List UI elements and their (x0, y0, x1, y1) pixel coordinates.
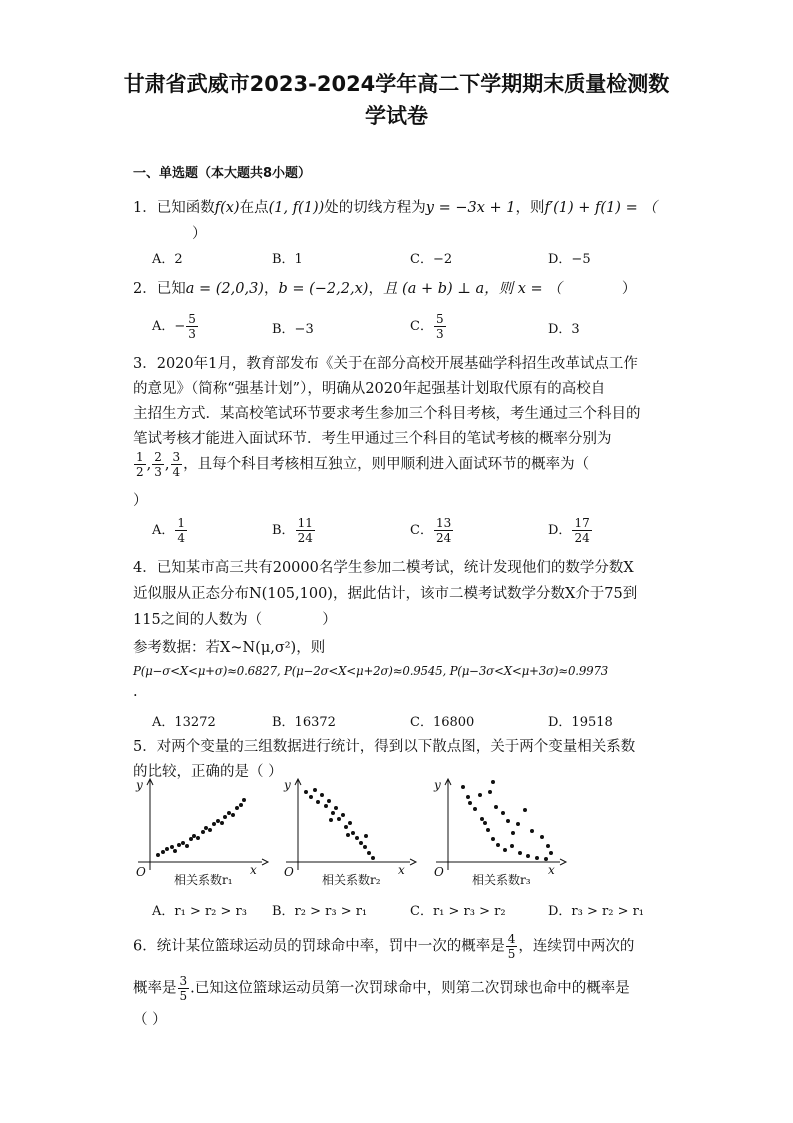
origin-label-3: O (434, 865, 444, 879)
q3-frac-2-den: 3 (154, 465, 162, 479)
q2-option-a-num: 5 (188, 312, 196, 326)
q1-fx: f(x) (214, 200, 240, 216)
q4-formula: P(μ−σ<X<μ+σ)≈0.6827, P(μ−2σ<X<μ+2σ)≈0.9545, P(μ−3σ<X<μ+3σ)≈0.9973 (133, 664, 609, 678)
q2-option-c-num: 5 (435, 312, 444, 326)
scatter-point (501, 811, 505, 815)
scatter-point (348, 821, 352, 825)
q1-option-d: D．−5 (548, 252, 591, 267)
q3-close: ） (133, 493, 148, 509)
scatter-point (468, 801, 472, 805)
q3-frac-3-num: 3 (172, 450, 181, 464)
q1-tangent: y = −3x + 1 (425, 200, 516, 216)
scatter-point (324, 804, 328, 808)
x-axis-label-3: x (548, 863, 555, 877)
scatter-point (486, 828, 490, 832)
scatter-point (170, 845, 174, 849)
scatter-point (212, 822, 216, 826)
q6-frac-2-num: 3 (179, 974, 188, 988)
q3-option-b-fraction (296, 516, 315, 545)
scatter-point (483, 821, 487, 825)
q2-option-c (410, 312, 447, 341)
q5-option-c: C．r₁ > r₃ > r₂ (410, 904, 506, 919)
scatter-point (227, 811, 231, 815)
x-axis-arrow-1 (262, 859, 268, 865)
q3-option-c-num: 13 (435, 516, 452, 530)
q4-reference: 参考数据：若X~N(μ,σ²)，则 (133, 640, 326, 656)
q2-vector-a: a = (2,0,3) (185, 281, 264, 297)
scatter-point (511, 831, 515, 835)
plot-caption-2: 相关系数r₂ (322, 873, 381, 887)
scatter-point (371, 856, 375, 860)
q2-option-c-fraction (434, 312, 446, 341)
q5-option-d: D．r₃ > r₂ > r₁ (548, 904, 645, 919)
scatter-point (216, 819, 220, 823)
q3-option-d-den: 24 (574, 531, 590, 545)
title-line-1: 甘肃省武威市2023-2024学年高二下学期期末质量检测数 (123, 72, 670, 96)
q6-line-1-post: ，连续罚中两次的 (518, 938, 635, 955)
q2-option-a (152, 312, 199, 341)
y-axis-label-3: y (434, 778, 441, 792)
scatter-point (235, 806, 239, 810)
scatter-point (165, 847, 169, 851)
scatter-point (177, 843, 181, 847)
scatter-point (364, 834, 368, 838)
q1-mid2: 处的切线方程为 (324, 200, 426, 216)
scatter-point (466, 795, 470, 799)
scatter-point (518, 851, 522, 855)
q3-option-c-den: 24 (435, 531, 452, 545)
scatter-point (242, 798, 246, 802)
q3-line-5-rest: ，且每个科目考核相互独立，则甲顺利进入面试环节的概率为（ (183, 456, 590, 473)
q3-option-c-fraction (434, 516, 453, 545)
q3-option-a-prefix: A． (152, 523, 175, 538)
scatter-point (204, 826, 208, 830)
scatter-point (331, 811, 335, 815)
q6-frac-1-num: 4 (507, 932, 516, 946)
q3-frac-3-den: 4 (172, 465, 181, 479)
scatter-point (523, 808, 527, 812)
scatter-point (367, 851, 371, 855)
title-line-2: 学试卷 (365, 104, 428, 128)
origin-label-1: O (136, 865, 146, 879)
scatter-point (196, 836, 200, 840)
q5-option-b: B．r₂ > r₃ > r₁ (272, 904, 368, 919)
scatter-point (473, 807, 477, 811)
q1-mid3: ，则 (515, 200, 545, 216)
q3-option-c-prefix: C． (410, 523, 433, 538)
q3-option-b (272, 516, 316, 545)
scatter-point (488, 790, 492, 794)
scatter-point (161, 850, 165, 854)
q1-option-c: C．−2 (410, 252, 453, 267)
q2-option-c-den: 3 (435, 327, 444, 341)
x-axis-arrow-2 (410, 859, 416, 865)
plot-caption-3: 相关系数r₃ (472, 873, 531, 887)
q3-frac-1 (134, 450, 146, 479)
section-heading: 一、单选题（本大题共8小题） (133, 166, 312, 181)
q6-line-3: （ ） (133, 1012, 167, 1028)
scatter-point (478, 793, 482, 797)
scatter-point (220, 821, 224, 825)
scatter-point (544, 857, 548, 861)
q6-frac-2-den: 5 (179, 989, 188, 1003)
q3-line-4: 笔试考核才能进入面试环节．考生甲通过三个科目的笔试考核的概率分别为 (133, 431, 612, 447)
q3-option-b-den: 24 (297, 531, 313, 545)
q3-option-a-fraction (175, 516, 187, 545)
scatter-point (344, 825, 348, 829)
q3-option-b-num: 11 (297, 516, 313, 530)
scatter-point (201, 830, 205, 834)
plot-caption-1: 相关系数r₁ (174, 873, 233, 887)
scatter-point (549, 851, 553, 855)
q2-option-a-prefix: A．− (152, 319, 186, 334)
q3-option-a (152, 516, 188, 545)
q4-line-3-close: ） (322, 612, 337, 628)
y-axis-label-1: y (136, 778, 143, 792)
y-axis-label-2: y (284, 778, 291, 792)
x-axis-arrow-3 (560, 859, 566, 865)
scatter-point (530, 829, 534, 833)
q5-line-2: 的比较，正确的是（ ） (133, 764, 283, 780)
q5-option-a: A．r₁ > r₂ > r₃ (152, 904, 247, 919)
q4-option-d: D．19518 (548, 715, 613, 730)
q3-option-c (410, 516, 454, 545)
scatter-point (327, 799, 331, 803)
q6-line-2-post: .已知这位篮球运动员第一次罚球命中，则第二次罚球也命中的概率是 (190, 980, 630, 997)
q3-option-d-prefix: D． (548, 523, 572, 538)
q4-option-b: B．16372 (272, 715, 336, 730)
scatter-point (503, 848, 507, 852)
x-axis-label-1: x (250, 863, 257, 877)
q4-option-a: A．13272 (152, 715, 216, 730)
q4-line-3 (133, 608, 337, 629)
q3-frac-3 (171, 450, 183, 479)
q2-option-a-fraction (186, 312, 198, 341)
q4-formula-dot: . (133, 684, 138, 700)
scatter-point (173, 849, 177, 853)
q5-line-1: 5．对两个变量的三组数据进行统计，得到以下散点图，关于两个变量相关系数 (133, 739, 636, 755)
q2-option-c-prefix: C． (410, 319, 433, 334)
scatter-point (185, 844, 189, 848)
scatter-point (526, 854, 530, 858)
q3-option-a-den: 4 (177, 531, 186, 545)
scatter-point (540, 835, 544, 839)
q3-option-d (548, 516, 593, 545)
scatter-point (351, 831, 355, 835)
q6-frac-2 (178, 974, 190, 1003)
scatter-point (181, 841, 185, 845)
scatter-point (304, 790, 308, 794)
q4-line-2: 近似服从正态分布N(105,100)，据此估计，该市二模考试数学分数X介于75到 (133, 586, 638, 602)
scatter-point (461, 785, 465, 789)
scatter-point (208, 828, 212, 832)
q2-close: ） (621, 281, 637, 297)
scatter-point (231, 813, 235, 817)
scatter-point (510, 844, 514, 848)
q3-line-1: 3．2020年1月，教育部发布《关于在部分高校开展基础学科招生改革试点工作 (133, 356, 638, 372)
scatter-point (506, 819, 510, 823)
scatter-point (535, 856, 539, 860)
q3-option-a-num: 1 (177, 516, 186, 530)
scatter-point (496, 843, 500, 847)
q2-option-a-den: 3 (188, 327, 196, 341)
q3-line-3: 主招生方式．某高校笔试环节要求考生参加三个科目考核，考生通过三个科目的 (133, 406, 641, 422)
page-title-cont (0, 100, 793, 130)
q1-close: ） (192, 226, 207, 242)
scatter-point (320, 793, 324, 797)
scatter-point (346, 833, 350, 837)
q6-line-2 (133, 974, 630, 1003)
q2-vector-b: b = (−2,2,x) (278, 281, 369, 297)
q6-frac-1 (506, 932, 518, 961)
scatter-point (334, 806, 338, 810)
scatter-point (491, 780, 495, 784)
q1-option-a: A．2 (152, 252, 183, 267)
scatter-point (309, 795, 313, 799)
scatter-point (337, 817, 341, 821)
q3-line-2: 的意见》（简称“强基计划”），明确从2020年起强基计划取代原有的高校自 (133, 381, 606, 397)
scatter-point (156, 853, 160, 857)
scatter-point (239, 803, 243, 807)
q3-option-d-fraction (572, 516, 591, 545)
scatter-point (223, 815, 227, 819)
q4-line-1: 4．已知某市高三共有20000名学生参加二模考试，统计发现他们的数学分数X (133, 560, 634, 576)
scatter-point (516, 822, 520, 826)
scatter-point (494, 805, 498, 809)
scatter-plots-figure (0, 775, 793, 895)
q6-line-1-pre: 6．统计某位篮球运动员的罚球命中率，罚中一次的概率是 (133, 938, 505, 955)
q6-line-1 (133, 932, 634, 961)
q3-frac-2 (152, 450, 164, 479)
q3-option-d-num: 17 (574, 516, 590, 530)
scatter-point (316, 800, 320, 804)
scatter-point (363, 845, 367, 849)
q2-ask: ，则 x = （ (484, 281, 562, 297)
scatter-point (341, 813, 345, 817)
question-2: 2．已知a = (2,0,3)，b = (−2,2,x)，且 (a + b) ⊥ a，则 x = （ ） (133, 281, 637, 297)
page-title (0, 68, 793, 98)
q2-option-b: B．−3 (272, 322, 314, 337)
scatter-point (313, 788, 317, 792)
q4-line-3-text: 115之间的人数为（ (133, 612, 263, 628)
question-1 (133, 196, 657, 217)
scatter-point (480, 817, 484, 821)
q6-line-2-pre: 概率是 (133, 980, 177, 997)
q3-frac-2-num: 2 (154, 450, 162, 464)
q2-condition: 且 (a + b) ⊥ a (382, 281, 485, 297)
q6-frac-1-den: 5 (507, 947, 516, 961)
scatter-point (355, 836, 359, 840)
q3-line-5: $\frac{1}{2}$ , $\frac{2}{3}$ , $\frac{3}{4}$ ，且每个科目考核相互独立，则甲顺利进入面试环节的概率为（ (136, 450, 590, 479)
scatter-point (491, 837, 495, 841)
q1-mid1: 在点 (239, 200, 269, 216)
scatter-point (359, 841, 363, 845)
q1-point: (1, f(1)) (268, 200, 325, 216)
scatter-point (546, 844, 550, 848)
q4-option-c: C．16800 (410, 715, 475, 730)
q3-frac-1-den: 2 (136, 465, 144, 479)
q2-option-d: D．3 (548, 322, 580, 337)
q1-prefix: 1．已知函数 (133, 200, 215, 216)
q2-prefix: 2．已知 (133, 281, 186, 297)
x-axis-label-2: x (398, 863, 405, 877)
scatter-point (329, 818, 333, 822)
q3-frac-1-num: 1 (136, 450, 144, 464)
q1-option-b: B．1 (272, 252, 303, 267)
scatter-point (192, 834, 196, 838)
q3-option-b-prefix: B． (272, 523, 295, 538)
origin-label-2: O (284, 865, 294, 879)
q1-expr: f′(1) + f(1) = （ (544, 200, 657, 216)
scatter-point (189, 837, 193, 841)
